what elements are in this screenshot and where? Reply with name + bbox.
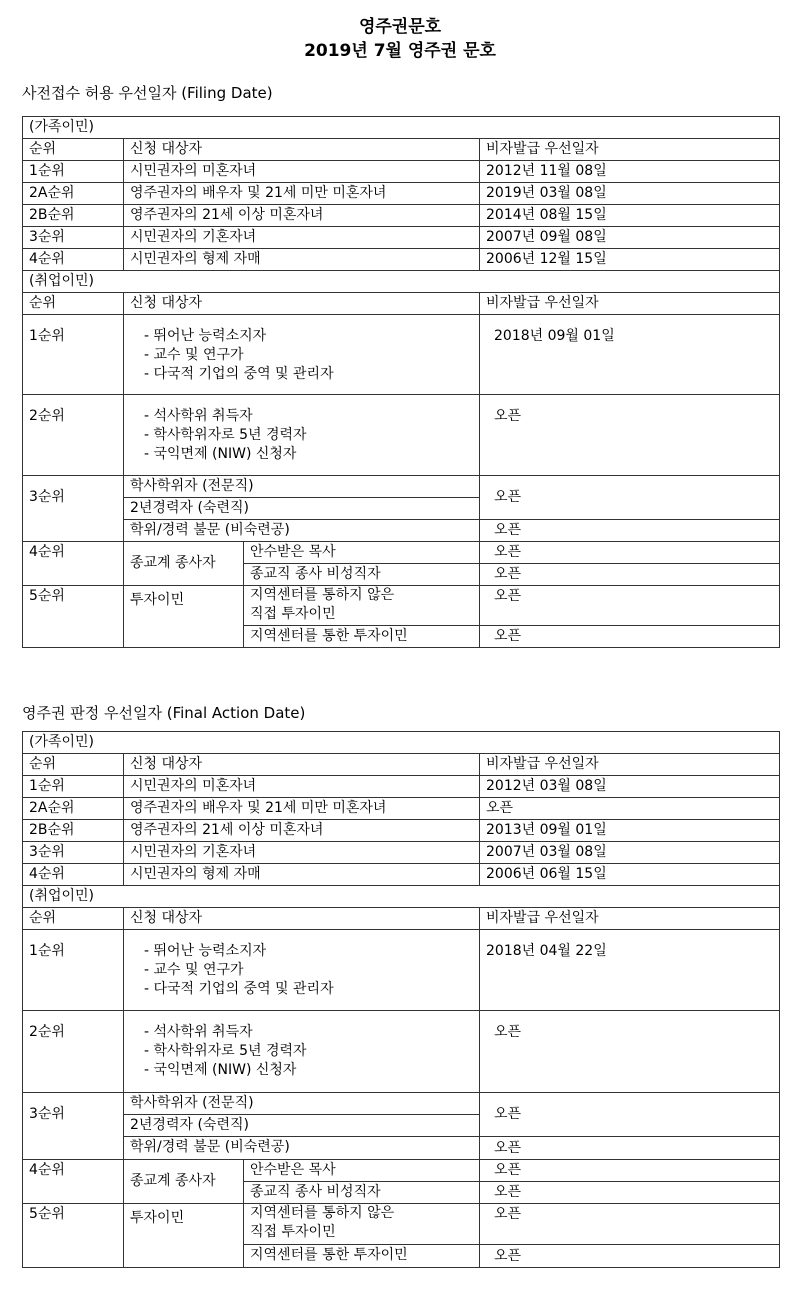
applicant-cell: 종교직 종사 비성직자 (244, 1182, 480, 1204)
filing-date-heading: 사전접수 허용 우선일자 (Filing Date) (22, 84, 273, 102)
rank-cell: 2B순위 (23, 205, 124, 227)
applicant-cell: 학사학위자 (전문직) (124, 476, 480, 498)
applicant-cell: 시민권자의 기혼자녀 (124, 227, 480, 249)
date-cell: 2019년 03월 08일 (480, 183, 780, 205)
page-subtitle: 2019년 7월 영주권 문호 (304, 41, 496, 61)
date-cell: 오픈 (480, 1182, 780, 1204)
table-row (23, 820, 780, 842)
date-cell: 오픈 (480, 1160, 780, 1182)
rank-cell: 5순위 (23, 586, 124, 648)
employment-header-row (23, 293, 780, 315)
rank-cell: 3순위 (23, 1093, 124, 1160)
family-label: (가족이민) (23, 732, 780, 754)
table-row (23, 776, 780, 798)
applicant-line: 직접 투자이민 (250, 1224, 336, 1240)
col-date: 비자발급 우선일자 (480, 754, 780, 776)
table-row (23, 864, 780, 886)
applicant-cell: 영주권자의 배우자 및 21세 미만 미혼자녀 (124, 183, 480, 205)
category-cell: 투자이민 (124, 586, 244, 648)
employment-section-row (23, 886, 780, 908)
col-applicant: 신청 대상자 (124, 908, 480, 930)
rank-cell: 3순위 (23, 227, 124, 249)
filing-date-table (22, 116, 780, 648)
applicant-line: 지역센터를 통하지 않은 (250, 1205, 395, 1221)
applicant-cell: 학위/경력 불문 (비숙련공) (124, 520, 480, 542)
applicant-cell: 학사학위자 (전문직) (124, 1093, 480, 1115)
applicant-list (124, 395, 480, 476)
rank-cell: 4순위 (23, 249, 124, 271)
employment-row-2 (23, 1011, 780, 1093)
employment-row-3c (23, 1137, 780, 1160)
applicant-cell (244, 586, 480, 626)
col-rank: 순위 (23, 293, 124, 315)
employment-label: (취업이민) (23, 886, 780, 908)
date-cell: 오픈 (480, 1204, 780, 1245)
list-item: - 교수 및 연구가 (144, 962, 244, 978)
family-section-row (23, 732, 780, 754)
applicant-cell: 지역센터를 통한 투자이민 (244, 1245, 480, 1268)
rank-cell: 1순위 (23, 315, 124, 395)
date-cell: 오픈 (480, 476, 780, 520)
date-cell: 오픈 (480, 586, 780, 626)
col-applicant: 신청 대상자 (124, 293, 480, 315)
rank-cell: 2순위 (23, 395, 124, 476)
family-section-row (23, 117, 780, 139)
employment-row-5a (23, 1204, 780, 1245)
rank-cell: 2순위 (23, 1011, 124, 1093)
applicant-cell: 시민권자의 형제 자매 (124, 864, 480, 886)
applicant-list (124, 1011, 480, 1093)
list-item: - 석사학위 취득자 (144, 408, 253, 424)
list-item: - 뛰어난 능력소지자 (144, 943, 267, 959)
applicant-cell: 2년경력자 (숙련직) (124, 498, 480, 520)
table-row (23, 227, 780, 249)
rank-cell: 4순위 (23, 542, 124, 586)
col-applicant: 신청 대상자 (124, 754, 480, 776)
category-cell: 투자이민 (124, 1204, 244, 1268)
list-item: - 뛰어난 능력소지자 (144, 328, 267, 344)
employment-header-row (23, 908, 780, 930)
date-cell: 2006년 06월 15일 (480, 864, 780, 886)
employment-row-1 (23, 930, 780, 1011)
rank-cell: 2A순위 (23, 183, 124, 205)
applicant-cell: 종교직 종사 비성직자 (244, 564, 480, 586)
list-item: - 학사학위자로 5년 경력자 (144, 427, 307, 443)
rank-cell: 1순위 (23, 930, 124, 1011)
applicant-cell: 시민권자의 기혼자녀 (124, 842, 480, 864)
list-item: - 석사학위 취득자 (144, 1024, 253, 1040)
rank-cell: 2A순위 (23, 798, 124, 820)
rank-cell: 2B순위 (23, 820, 124, 842)
date-cell: 2012년 11월 08일 (480, 161, 780, 183)
family-header-row (23, 139, 780, 161)
col-rank: 순위 (23, 754, 124, 776)
applicant-cell: 시민권자의 미혼자녀 (124, 161, 480, 183)
table-row (23, 183, 780, 205)
final-action-heading: 영주권 판정 우선일자 (Final Action Date) (22, 704, 306, 722)
rank-cell: 5순위 (23, 1204, 124, 1268)
applicant-line: 직접 투자이민 (250, 606, 336, 622)
applicant-cell: 지역센터를 통한 투자이민 (244, 626, 480, 648)
category-cell: 종교계 종사자 (124, 1160, 244, 1204)
family-header-row (23, 754, 780, 776)
applicant-cell: 시민권자의 형제 자매 (124, 249, 480, 271)
employment-row-3c (23, 520, 780, 542)
date-cell: 오픈 (480, 1137, 780, 1160)
table-row (23, 249, 780, 271)
applicant-cell: 학위/경력 불문 (비숙련공) (124, 1137, 480, 1160)
date-cell: 오픈 (480, 626, 780, 648)
employment-label: (취업이민) (23, 271, 780, 293)
applicant-cell: 안수받은 목사 (244, 1160, 480, 1182)
applicant-cell: 안수받은 목사 (244, 542, 480, 564)
col-rank: 순위 (23, 908, 124, 930)
date-cell: 오픈 (480, 564, 780, 586)
list-item: - 교수 및 연구가 (144, 347, 244, 363)
category-cell: 종교계 종사자 (124, 542, 244, 586)
rank-cell: 3순위 (23, 476, 124, 542)
employment-row-3a (23, 476, 780, 498)
list-item: - 다국적 기업의 중역 및 관리자 (144, 981, 334, 997)
family-label: (가족이민) (23, 117, 780, 139)
table-row (23, 842, 780, 864)
table-row (23, 161, 780, 183)
applicant-cell: 시민권자의 미혼자녀 (124, 776, 480, 798)
list-item: - 국익면제 (NIW) 신청자 (144, 446, 297, 462)
date-cell: 2006년 12월 15일 (480, 249, 780, 271)
applicant-list (124, 315, 480, 395)
date-cell: 오픈 (480, 1245, 780, 1268)
applicant-cell: 영주권자의 21세 이상 미혼자녀 (124, 205, 480, 227)
date-cell: 오픈 (480, 1011, 780, 1093)
applicant-cell: 영주권자의 21세 이상 미혼자녀 (124, 820, 480, 842)
list-item: - 다국적 기업의 중역 및 관리자 (144, 366, 334, 382)
date-cell: 오픈 (480, 1093, 780, 1137)
col-date: 비자발급 우선일자 (480, 293, 780, 315)
employment-row-2 (23, 395, 780, 476)
date-cell: 오픈 (480, 542, 780, 564)
applicant-cell: 2년경력자 (숙련직) (124, 1115, 480, 1137)
col-date: 비자발급 우선일자 (480, 139, 780, 161)
rank-cell: 3순위 (23, 842, 124, 864)
list-item: - 학사학위자로 5년 경력자 (144, 1043, 307, 1059)
date-cell: 2007년 09월 08일 (480, 227, 780, 249)
list-item: - 국익면제 (NIW) 신청자 (144, 1062, 297, 1078)
rank-cell: 1순위 (23, 776, 124, 798)
table-row (23, 798, 780, 820)
col-applicant: 신청 대상자 (124, 139, 480, 161)
date-cell: 2007년 03월 08일 (480, 842, 780, 864)
applicant-cell (244, 1204, 480, 1245)
employment-row-4a (23, 542, 780, 564)
final-action-table (22, 731, 780, 1268)
employment-row-5a (23, 586, 780, 626)
rank-cell: 4순위 (23, 864, 124, 886)
date-cell: 오픈 (480, 395, 780, 476)
rank-cell: 1순위 (23, 161, 124, 183)
date-cell: 2013년 09월 01일 (480, 820, 780, 842)
applicant-line: 지역센터를 통하지 않은 (250, 587, 395, 603)
date-cell: 2018년 09월 01일 (480, 315, 780, 395)
date-cell: 오픈 (480, 798, 780, 820)
table-row (23, 205, 780, 227)
applicant-list (124, 930, 480, 1011)
date-cell: 2018년 04월 22일 (480, 930, 780, 1011)
employment-section-row (23, 271, 780, 293)
employment-row-4a (23, 1160, 780, 1182)
page-title: 영주권문호 (358, 17, 442, 37)
applicant-cell: 영주권자의 배우자 및 21세 미만 미혼자녀 (124, 798, 480, 820)
col-rank: 순위 (23, 139, 124, 161)
col-date: 비자발급 우선일자 (480, 908, 780, 930)
employment-row-3a (23, 1093, 780, 1115)
employment-row-1 (23, 315, 780, 395)
date-cell: 2012년 03월 08일 (480, 776, 780, 798)
date-cell: 오픈 (480, 520, 780, 542)
rank-cell: 4순위 (23, 1160, 124, 1204)
date-cell: 2014년 08월 15일 (480, 205, 780, 227)
